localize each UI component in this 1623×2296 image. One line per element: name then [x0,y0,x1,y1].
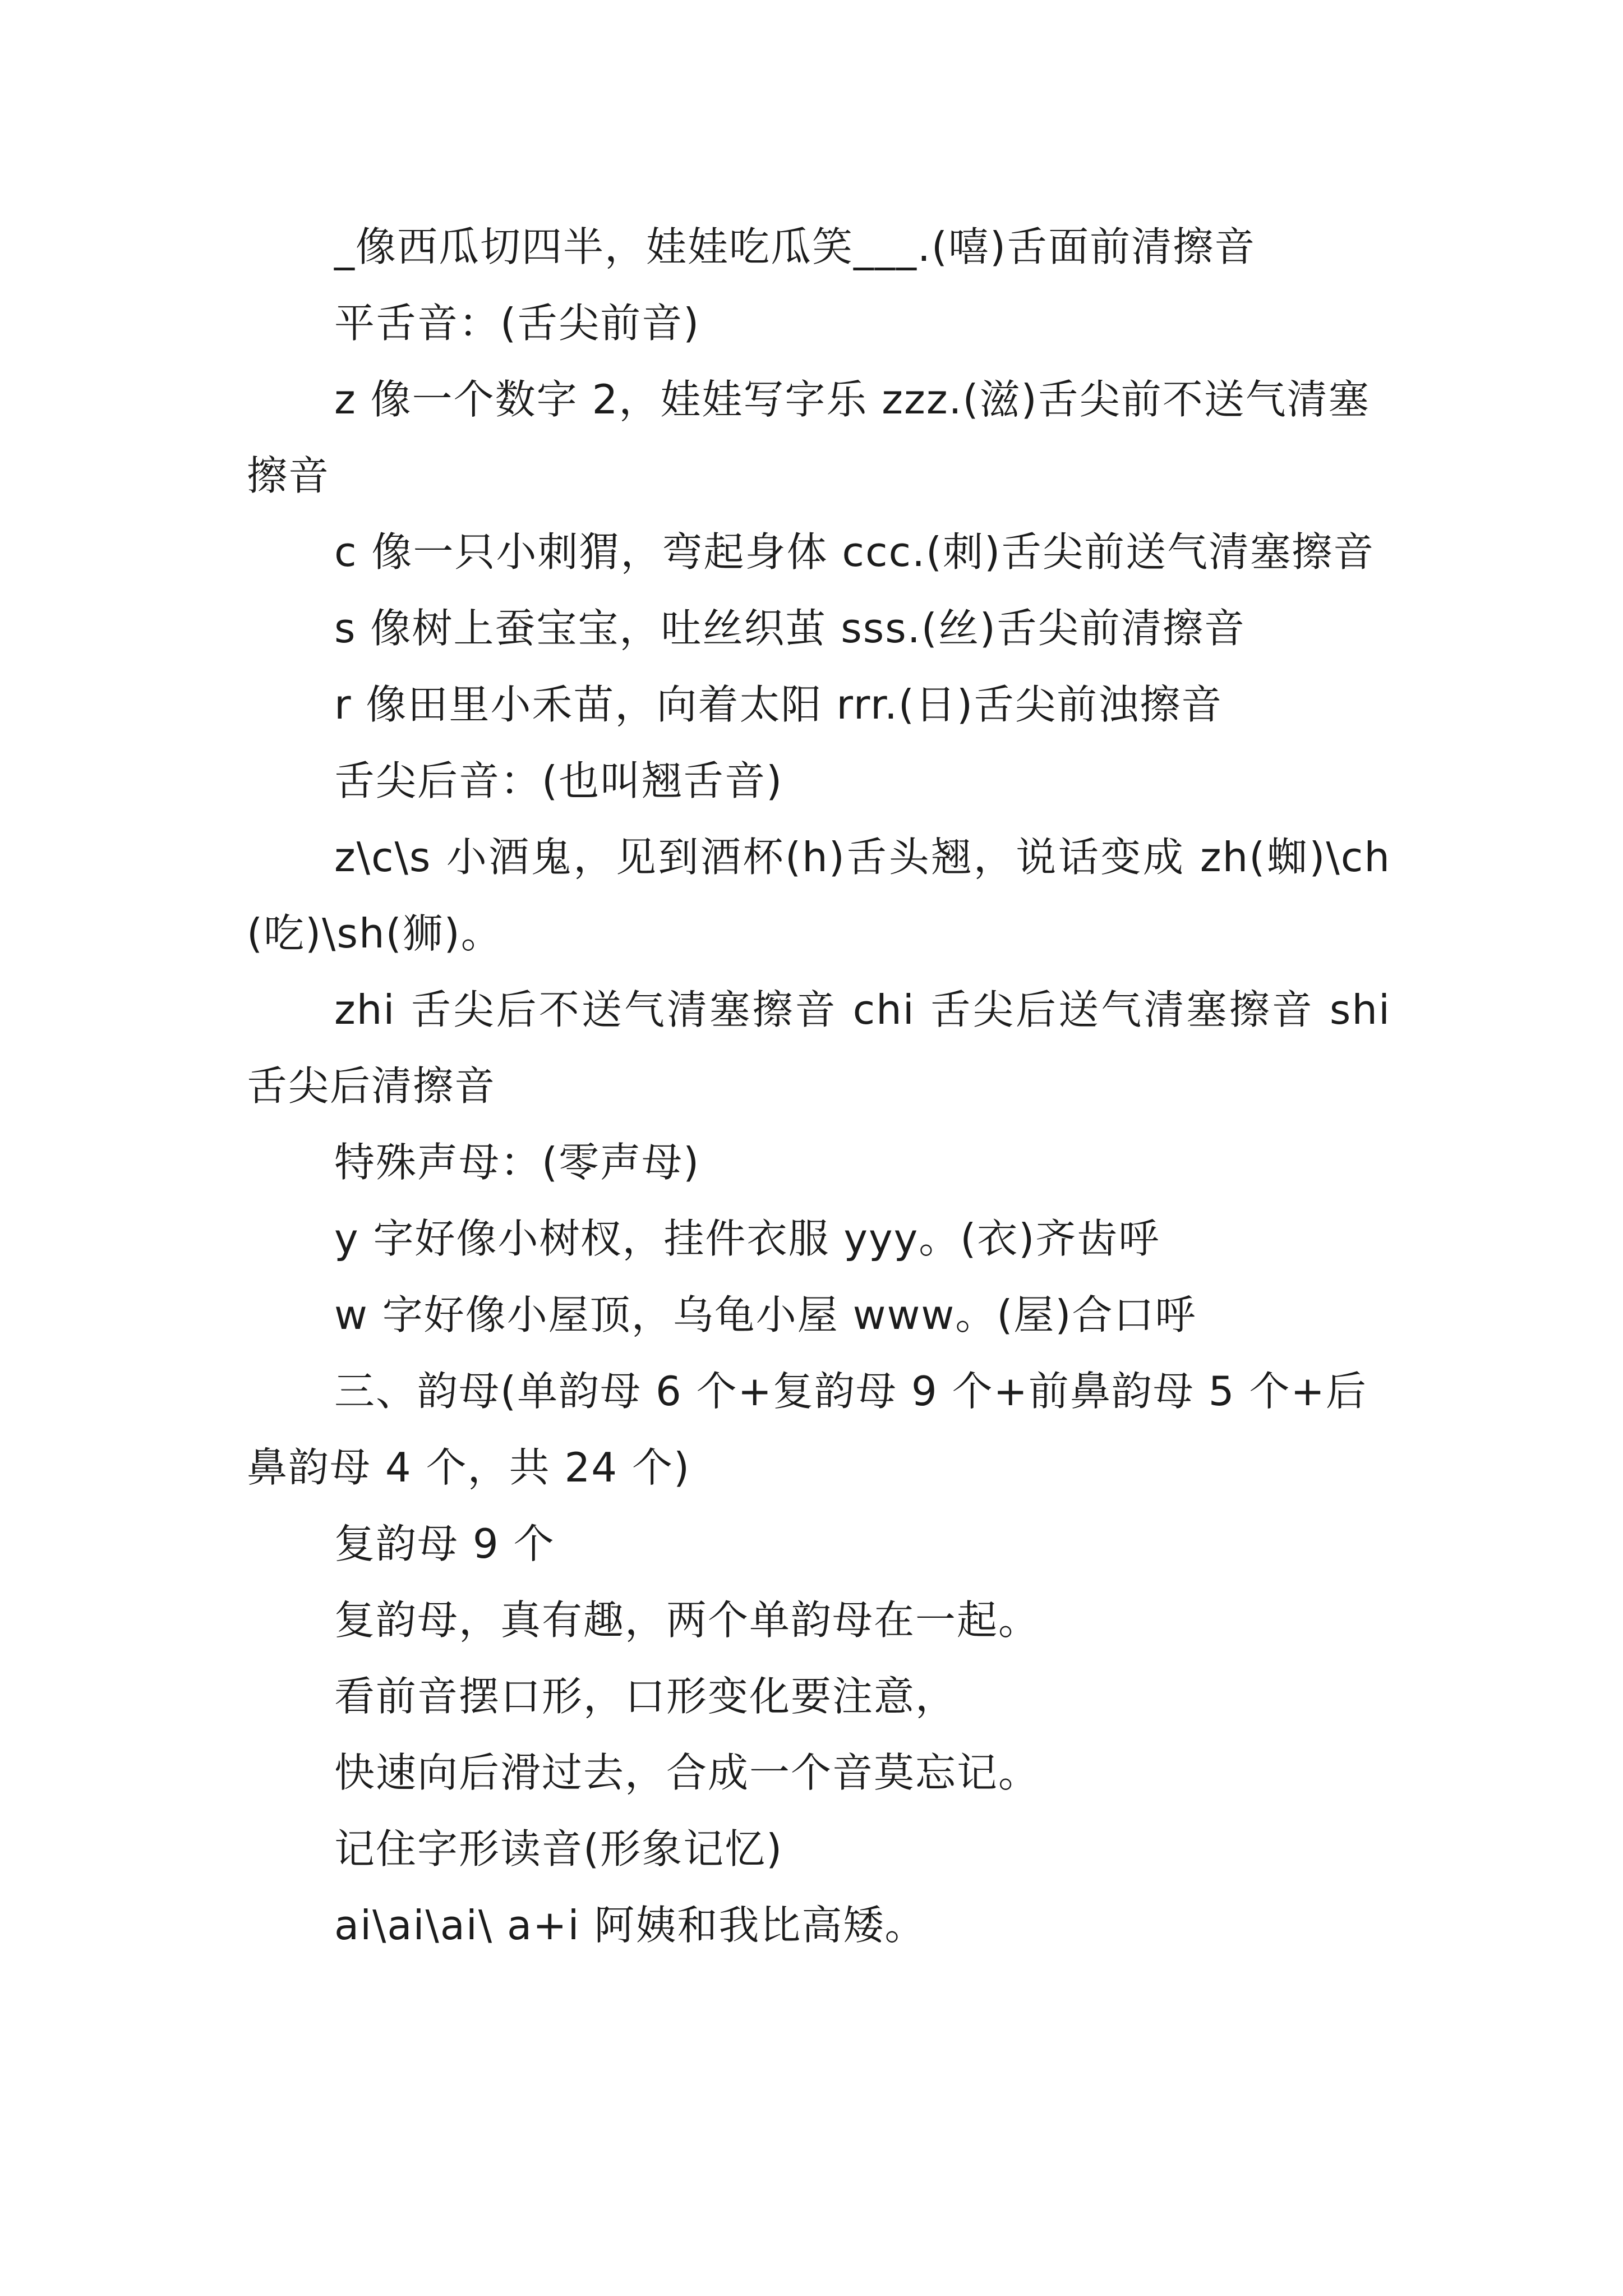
paragraph-s: s 像树上蚕宝宝，吐丝织茧 sss.(丝)舌尖前清擦音 [334,605,1246,652]
rhyme-line-1: 复韵母，真有趣，两个单韵母在一起。 [334,1596,1040,1644]
paragraph-y: y 字好像小树杈，挂件衣服 yyy。(衣)齐齿呼 [334,1215,1160,1262]
document-body [247,209,1391,1963]
paragraph-w: w 字好像小屋顶，乌龟小屋 www。(屋)合口呼 [334,1291,1197,1338]
paragraph-zh-ch-sh: z\c\s 小酒鬼，见到酒杯(h)舌头翘，说话变成 zh(蜘)\ch(吃)\sh(狮)。 [247,834,1391,957]
heading-zero-initial: 特殊声母：(零声母) [334,1139,700,1186]
rhyme-line-2: 看前音摆口形，口形变化要注意， [334,1673,957,1720]
heading-compound-finals: 复韵母 9 个 [334,1520,555,1567]
heading-retroflex: 舌尖后音：(也叫翘舌音) [334,757,783,804]
paragraph-ai: ai\ai\ai\ a+i 阿姨和我比高矮。 [334,1902,926,1949]
paragraph-xi-rhyme: _像西瓜切四半，娃娃吃瓜笑___.(嘻)舌面前清擦音 [334,223,1256,270]
paragraph-z: z 像一个数字 2，娃娃写字乐 zzz.(滋)舌尖前不送气清塞擦音 [247,376,1370,499]
paragraph-r: r 像田里小禾苗，向着太阳 rrr.(日)舌尖前浊擦音 [334,681,1223,728]
paragraph-c: c 像一只小刺猬，弯起身体 ccc.(刺)舌尖前送气清塞擦音 [334,528,1375,576]
rhyme-line-3: 快速向后滑过去，合成一个音莫忘记。 [334,1749,1040,1796]
heading-flat-tongue: 平舌音：(舌尖前音) [334,300,700,347]
paragraph-retroflex-notes: zhi 舌尖后不送气清塞擦音 chi 舌尖后送气清塞擦音 shi 舌尖后清擦音 [247,986,1391,1110]
heading-finals: 三、韵母(单韵母 6 个+复韵母 9 个+前鼻韵母 5 个+后鼻韵母 4 个，共 24 个) [247,1368,1367,1491]
heading-memory: 记住字形读音(形象记忆) [334,1825,783,1872]
